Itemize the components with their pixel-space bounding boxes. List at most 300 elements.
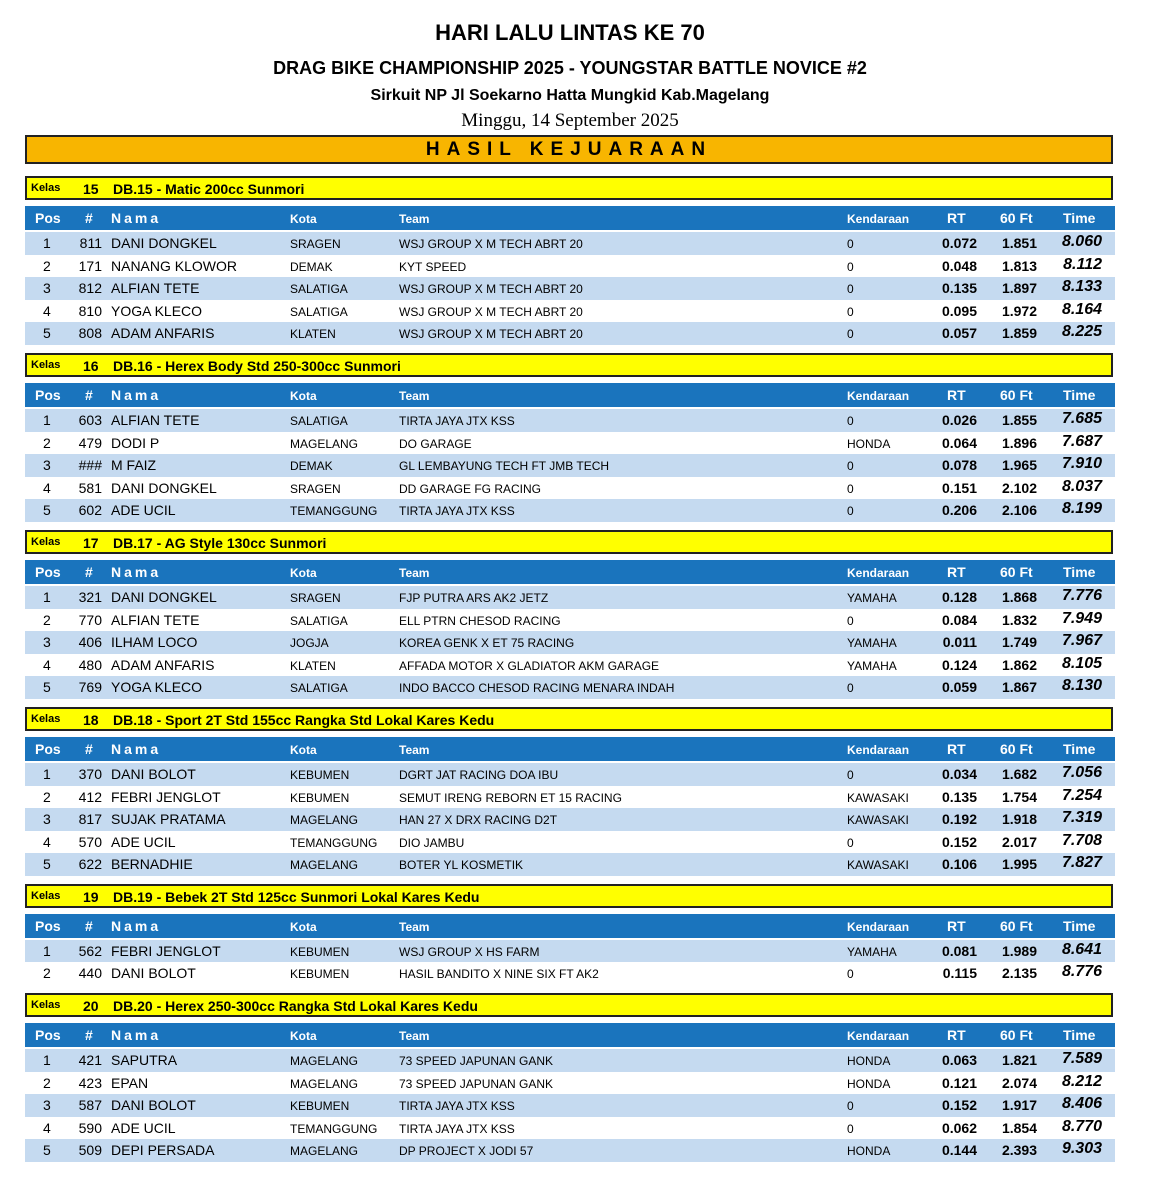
- cell-rt: 0.144: [941, 1142, 977, 1159]
- column-header-kendaraan: Kendaraan: [847, 565, 910, 580]
- cell-team: FJP PUTRA ARS AK2 JETZ: [399, 590, 549, 605]
- column-header-time: Time: [1063, 917, 1096, 934]
- cell-ft: 1.855: [1001, 411, 1037, 428]
- cell-pos: 1: [43, 942, 51, 959]
- table-row: [25, 1049, 1115, 1072]
- class-section: [25, 530, 1115, 699]
- class-section: [25, 707, 1115, 876]
- table-row: [25, 786, 1115, 809]
- cell-kend: 0: [847, 767, 854, 782]
- cell-pos: 1: [43, 235, 51, 251]
- cell-pos: 5: [43, 502, 51, 519]
- results-tables: [25, 176, 1115, 1170]
- cell-ft: 1.754: [1001, 788, 1037, 805]
- cell-pos: 5: [43, 1142, 51, 1159]
- class-header: [25, 176, 1113, 200]
- column-header-rt: RT: [947, 563, 966, 580]
- class-name: DB.15 - Matic 200cc Sunmori: [113, 181, 305, 197]
- cell-kota: KLATEN: [290, 658, 336, 673]
- kelas-label: Kelas: [31, 535, 61, 548]
- class-name: DB.18 - Sport 2T Std 155cc Rangka Std Lokal Kares Kedu: [113, 711, 495, 728]
- table-row: [25, 255, 1115, 278]
- cell-team: KOREA GENK X ET 75 RACING: [399, 636, 575, 651]
- cell-time: 7.319: [1061, 809, 1102, 827]
- event-date: Minggu, 14 September 2025: [461, 110, 679, 131]
- cell-kend: HONDA: [847, 1054, 891, 1069]
- cell-no: 480: [78, 656, 102, 673]
- cell-pos: 2: [43, 965, 51, 982]
- column-header-nama: Nama: [111, 563, 162, 580]
- cell-time: 7.967: [1061, 632, 1102, 650]
- table-row: [25, 763, 1115, 786]
- cell-time: 8.212: [1061, 1072, 1102, 1090]
- cell-kota: TEMANGGUNG: [290, 1121, 378, 1136]
- cell-pos: 3: [43, 457, 51, 474]
- cell-nama: FEBRI JENGLOT: [111, 788, 221, 805]
- cell-team: AFFADA MOTOR X GLADIATOR AKM GARAGE: [399, 658, 660, 673]
- cell-team: KYT SPEED: [399, 259, 467, 274]
- column-header-row: [25, 737, 1115, 763]
- page-title: HARI LALU LINTAS KE 70: [435, 20, 705, 45]
- column-header-pos: Pos: [35, 563, 61, 580]
- class-number: 16: [83, 357, 99, 374]
- cell-rt: 0.064: [941, 434, 977, 451]
- cell-pos: 2: [43, 434, 51, 451]
- cell-kota: KLATEN: [290, 327, 336, 342]
- cell-nama: ALFIAN TETE: [111, 280, 200, 297]
- column-header-no: #: [85, 563, 93, 580]
- cell-kend: KAWASAKI: [847, 813, 909, 828]
- cell-kend: 0: [847, 613, 854, 628]
- column-header-kota: Kota: [290, 565, 317, 580]
- cell-nama: ADE UCIL: [111, 833, 176, 850]
- cell-rt: 0.152: [941, 1097, 977, 1114]
- column-header-no: #: [85, 210, 93, 226]
- cell-team: ELL PTRN CHESOD RACING: [399, 613, 561, 628]
- cell-team: INDO BACCO CHESOD RACING MENARA INDAH: [399, 681, 675, 696]
- class-number: 20: [83, 998, 99, 1015]
- cell-rt: 0.106: [941, 856, 977, 873]
- cell-kend: 0: [847, 237, 854, 251]
- column-header-row: [25, 206, 1115, 232]
- cell-kend: 0: [847, 304, 854, 319]
- cell-kota: SALATIGA: [290, 304, 348, 319]
- class-header: [25, 530, 1113, 554]
- cell-time: 7.949: [1061, 609, 1102, 627]
- column-header-pos: Pos: [35, 917, 61, 934]
- column-header-no: #: [85, 917, 93, 934]
- column-header-nama: Nama: [111, 917, 162, 934]
- cell-time: 8.770: [1061, 1117, 1102, 1135]
- class-name: DB.16 - Herex Body Std 250-300cc Sunmori: [113, 357, 401, 374]
- cell-no: 479: [78, 434, 102, 451]
- table-row: [25, 1072, 1115, 1095]
- cell-no: 770: [78, 611, 102, 628]
- cell-ft: 1.965: [1001, 457, 1037, 474]
- class-number: 18: [83, 711, 99, 728]
- column-header-nama: Nama: [111, 386, 162, 403]
- column-header-rt: RT: [947, 210, 966, 226]
- table-row: [25, 831, 1115, 854]
- cell-kota: SALATIGA: [290, 613, 348, 628]
- cell-pos: 4: [43, 656, 51, 673]
- cell-kota: MAGELANG: [290, 858, 359, 873]
- column-header-rt: RT: [947, 917, 966, 934]
- cell-pos: 4: [43, 479, 51, 496]
- cell-ft: 1.854: [1001, 1119, 1037, 1136]
- cell-rt: 0.081: [941, 942, 977, 959]
- column-header-time: Time: [1063, 210, 1096, 226]
- cell-nama: YOGA KLECO: [111, 302, 203, 319]
- cell-no: 509: [78, 1142, 102, 1159]
- cell-pos: 5: [43, 856, 51, 873]
- cell-kend: 0: [847, 967, 854, 982]
- column-header-rt: RT: [947, 386, 966, 403]
- class-section: [25, 353, 1115, 522]
- table-row: [25, 940, 1115, 963]
- cell-nama: EPAN: [111, 1074, 149, 1091]
- cell-nama: ALFIAN TETE: [111, 611, 200, 628]
- column-header-ft60: 60 Ft: [1000, 1027, 1033, 1044]
- column-header-team: Team: [399, 212, 430, 226]
- kelas-label: Kelas: [31, 182, 61, 194]
- cell-team: TIRTA JAYA JTX KSS: [399, 1099, 515, 1114]
- cell-rt: 0.034: [941, 765, 977, 782]
- column-header-no: #: [85, 1027, 93, 1044]
- cell-pos: 2: [43, 257, 51, 274]
- cell-kend: KAWASAKI: [847, 858, 909, 873]
- column-header-pos: Pos: [35, 210, 61, 226]
- cell-ft: 1.813: [1001, 257, 1037, 274]
- cell-no: 570: [78, 833, 102, 850]
- table-row: [25, 277, 1115, 300]
- kelas-label: Kelas: [31, 712, 61, 725]
- cell-team: HAN 27 X DRX RACING D2T: [399, 813, 558, 828]
- cell-nama: ADE UCIL: [111, 1119, 176, 1136]
- cell-kota: MAGELANG: [290, 1054, 359, 1069]
- table-row: [25, 654, 1115, 677]
- class-number: 17: [83, 534, 99, 551]
- column-header-nama: Nama: [111, 740, 162, 757]
- class-name: DB.17 - AG Style 130cc Sunmori: [113, 534, 327, 551]
- cell-time: 8.406: [1061, 1095, 1102, 1113]
- cell-kota: MAGELANG: [290, 1144, 359, 1159]
- cell-team: DIO JAMBU: [399, 835, 465, 850]
- cell-ft: 1.749: [1001, 634, 1037, 651]
- cell-ft: 1.918: [1001, 811, 1037, 828]
- cell-no: 412: [78, 788, 102, 805]
- cell-pos: 5: [43, 679, 51, 696]
- column-header-team: Team: [399, 1029, 430, 1044]
- column-header-kota: Kota: [290, 742, 317, 757]
- cell-pos: 4: [43, 302, 51, 319]
- cell-kend: 0: [847, 1121, 854, 1136]
- cell-ft: 1.868: [1001, 588, 1037, 605]
- column-header-kota: Kota: [290, 212, 317, 226]
- kelas-label: Kelas: [31, 889, 61, 902]
- cell-time: 7.685: [1061, 409, 1102, 427]
- cell-no: 321: [78, 588, 102, 605]
- class-header: [25, 707, 1113, 731]
- table-row: [25, 1139, 1115, 1162]
- column-header-row: [25, 1023, 1115, 1049]
- cell-kend: 0: [847, 1099, 854, 1114]
- cell-nama: DODI P: [111, 434, 160, 451]
- column-header-ft60: 60 Ft: [1000, 563, 1033, 580]
- cell-no: 622: [78, 856, 102, 873]
- cell-no: 421: [78, 1052, 102, 1069]
- cell-no: ###: [78, 457, 102, 474]
- column-header-ft60: 60 Ft: [1000, 917, 1033, 934]
- column-header-kendaraan: Kendaraan: [847, 919, 910, 934]
- cell-pos: 5: [43, 325, 51, 342]
- cell-team: 73 SPEED JAPUNAN GANK: [399, 1076, 554, 1091]
- cell-pos: 3: [43, 811, 51, 828]
- cell-no: 406: [78, 634, 102, 651]
- cell-rt: 0.152: [941, 833, 977, 850]
- cell-rt: 0.072: [941, 235, 977, 251]
- cell-no: 590: [78, 1119, 102, 1136]
- class-number: 19: [83, 888, 99, 905]
- cell-kota: KEBUMEN: [290, 790, 350, 805]
- class-header: [25, 353, 1113, 377]
- cell-pos: 2: [43, 1074, 51, 1091]
- cell-kend: 0: [847, 327, 854, 342]
- kelas-label: Kelas: [31, 358, 61, 371]
- cell-rt: 0.057: [941, 325, 977, 342]
- table-row: [25, 499, 1115, 522]
- cell-kota: TEMANGGUNG: [290, 504, 378, 519]
- cell-ft: 1.851: [1001, 235, 1037, 251]
- column-header-kendaraan: Kendaraan: [847, 388, 910, 403]
- cell-no: 811: [79, 235, 102, 251]
- cell-kend: 0: [847, 504, 854, 519]
- cell-kota: KEBUMEN: [290, 1099, 350, 1114]
- cell-rt: 0.026: [941, 411, 977, 428]
- cell-kota: SALATIGA: [290, 681, 348, 696]
- cell-team: WSJ GROUP X M TECH ABRT 20: [399, 282, 583, 297]
- cell-rt: 0.115: [942, 965, 977, 982]
- column-header-pos: Pos: [35, 386, 61, 403]
- cell-kota: MAGELANG: [290, 813, 359, 828]
- cell-kend: 0: [847, 481, 854, 496]
- cell-rt: 0.135: [941, 280, 977, 297]
- cell-kota: JOGJA: [290, 636, 329, 651]
- cell-pos: 3: [43, 280, 51, 297]
- cell-team: 73 SPEED JAPUNAN GANK: [399, 1054, 554, 1069]
- cell-pos: 1: [43, 411, 51, 428]
- cell-kota: SALATIGA: [290, 413, 348, 428]
- cell-no: 817: [78, 811, 102, 828]
- cell-nama: SAPUTRA: [111, 1052, 178, 1069]
- cell-ft: 1.867: [1001, 679, 1037, 696]
- cell-kend: 0: [847, 835, 854, 850]
- table-row: [25, 609, 1115, 632]
- column-header-time: Time: [1063, 1027, 1096, 1044]
- column-header-ft60: 60 Ft: [1000, 210, 1033, 226]
- cell-no: 769: [78, 679, 102, 696]
- column-header-rt: RT: [947, 740, 966, 757]
- cell-nama: FEBRI JENGLOT: [111, 942, 221, 959]
- cell-rt: 0.128: [941, 588, 977, 605]
- cell-time: 8.105: [1061, 654, 1102, 672]
- cell-kend: HONDA: [847, 1144, 891, 1159]
- cell-time: 7.776: [1061, 586, 1102, 604]
- cell-pos: 3: [43, 1097, 51, 1114]
- cell-time: 8.199: [1061, 500, 1102, 518]
- cell-kend: KAWASAKI: [847, 790, 909, 805]
- column-header-kota: Kota: [290, 388, 317, 403]
- cell-kend: YAMAHA: [847, 944, 897, 959]
- cell-time: 8.112: [1063, 255, 1102, 273]
- cell-team: GL LEMBAYUNG TECH FT JMB TECH: [399, 459, 610, 474]
- table-row: [25, 1094, 1115, 1117]
- cell-nama: DANI BOLOT: [111, 765, 196, 782]
- cell-no: 587: [78, 1097, 102, 1114]
- cell-nama: DANI BOLOT: [111, 1097, 196, 1114]
- cell-kend: 0: [847, 459, 854, 474]
- cell-time: 8.037: [1061, 477, 1102, 495]
- cell-nama: ADE UCIL: [111, 502, 176, 519]
- table-row: [25, 232, 1115, 255]
- cell-rt: 0.151: [941, 479, 977, 496]
- cell-ft: 1.682: [1001, 765, 1037, 782]
- cell-kota: TEMANGGUNG: [290, 835, 378, 850]
- column-header-kendaraan: Kendaraan: [847, 1029, 910, 1044]
- cell-ft: 2.393: [1001, 1142, 1037, 1159]
- cell-pos: 2: [43, 788, 51, 805]
- cell-time: 7.687: [1061, 432, 1102, 450]
- table-row: [25, 808, 1115, 831]
- cell-ft: 1.917: [1001, 1097, 1037, 1114]
- class-number: 15: [83, 181, 99, 197]
- table-row: [25, 631, 1115, 654]
- cell-rt: 0.063: [941, 1052, 977, 1069]
- event-subtitle: DRAG BIKE CHAMPIONSHIP 2025 - YOUNGSTAR BATTLE NOVICE #2: [273, 58, 867, 78]
- cell-kota: MAGELANG: [290, 1076, 359, 1091]
- cell-no: 423: [78, 1074, 102, 1091]
- class-section: [25, 176, 1115, 345]
- cell-kend: 0: [847, 259, 854, 274]
- cell-kota: SRAGEN: [290, 590, 341, 605]
- cell-kota: SRAGEN: [290, 481, 341, 496]
- cell-team: WSJ GROUP X HS FARM: [399, 944, 540, 959]
- class-header: [25, 993, 1113, 1017]
- cell-rt: 0.192: [941, 811, 977, 828]
- cell-team: SEMUT IRENG REBORN ET 15 RACING: [399, 790, 622, 805]
- cell-pos: 2: [43, 611, 51, 628]
- cell-team: DO GARAGE: [399, 436, 472, 451]
- cell-time: 8.060: [1061, 233, 1102, 250]
- cell-rt: 0.062: [941, 1119, 977, 1136]
- cell-team: BOTER YL KOSMETIK: [399, 858, 524, 873]
- cell-rt: 0.078: [941, 457, 977, 474]
- cell-ft: 1.896: [1001, 434, 1037, 451]
- cell-no: 562: [78, 942, 102, 959]
- cell-rt: 0.121: [941, 1074, 977, 1091]
- cell-nama: ADAM ANFARIS: [111, 325, 215, 342]
- cell-ft: 1.859: [1001, 325, 1037, 342]
- cell-no: 171: [78, 257, 102, 274]
- table-row: [25, 853, 1115, 876]
- table-row: [25, 962, 1115, 985]
- cell-kend: 0: [847, 681, 854, 696]
- column-header-row: [25, 560, 1115, 586]
- cell-pos: 1: [43, 765, 51, 782]
- cell-kend: YAMAHA: [847, 590, 897, 605]
- cell-nama: DANI BOLOT: [111, 965, 196, 982]
- cell-time: 7.910: [1061, 455, 1102, 473]
- cell-time: 8.133: [1061, 278, 1102, 296]
- column-header-kota: Kota: [290, 919, 317, 934]
- cell-team: DD GARAGE FG RACING: [399, 481, 542, 496]
- cell-nama: ADAM ANFARIS: [111, 656, 215, 673]
- cell-no: 810: [78, 302, 102, 319]
- column-header-pos: Pos: [35, 1027, 61, 1044]
- column-header-time: Time: [1063, 740, 1096, 757]
- cell-time: 7.708: [1061, 831, 1102, 849]
- cell-ft: 1.972: [1001, 302, 1037, 319]
- table-row: [25, 409, 1115, 432]
- cell-no: 581: [78, 479, 102, 496]
- cell-kota: KEBUMEN: [290, 767, 350, 782]
- cell-kota: SALATIGA: [290, 282, 348, 297]
- cell-ft: 1.995: [1001, 856, 1037, 873]
- cell-rt: 0.095: [941, 302, 977, 319]
- class-section: [25, 884, 1115, 985]
- column-header-rt: RT: [947, 1027, 966, 1044]
- cell-time: 8.130: [1061, 677, 1102, 695]
- cell-team: WSJ GROUP X M TECH ABRT 20: [399, 237, 583, 251]
- cell-no: 603: [78, 411, 102, 428]
- class-name: DB.20 - Herex 250-300cc Rangka Std Lokal Kares Kedu: [113, 998, 478, 1015]
- cell-pos: 4: [43, 833, 51, 850]
- cell-nama: BERNADHIE: [111, 856, 193, 873]
- cell-ft: 2.102: [1001, 479, 1037, 496]
- cell-team: TIRTA JAYA JTX KSS: [399, 504, 515, 519]
- column-header-nama: Nama: [111, 210, 162, 226]
- table-row: [25, 676, 1115, 699]
- column-header-kendaraan: Kendaraan: [847, 212, 910, 226]
- cell-team: HASIL BANDITO X NINE SIX FT AK2: [399, 967, 599, 982]
- column-header-team: Team: [399, 919, 430, 934]
- cell-ft: 1.862: [1001, 656, 1037, 673]
- column-header-no: #: [85, 386, 93, 403]
- cell-kend: YAMAHA: [847, 636, 897, 651]
- cell-time: 7.056: [1061, 763, 1102, 781]
- cell-ft: 1.821: [1001, 1052, 1037, 1069]
- cell-nama: DANI DONGKEL: [111, 479, 217, 496]
- class-section: [25, 993, 1115, 1162]
- cell-time: 8.776: [1061, 963, 1102, 981]
- column-header-team: Team: [399, 565, 430, 580]
- cell-nama: DANI DONGKEL: [111, 235, 217, 251]
- cell-time: 7.827: [1061, 854, 1102, 872]
- cell-nama: SUJAK PRATAMA: [111, 811, 226, 828]
- cell-kend: YAMAHA: [847, 658, 897, 673]
- cell-time: 8.225: [1061, 323, 1102, 341]
- cell-no: 440: [78, 965, 102, 982]
- cell-ft: 2.074: [1001, 1074, 1037, 1091]
- column-header-team: Team: [399, 742, 430, 757]
- venue-text: Sirkuit NP Jl Soekarno Hatta Mungkid Kab.Magelang: [370, 87, 770, 104]
- cell-team: TIRTA JAYA JTX KSS: [399, 1121, 515, 1136]
- cell-rt: 0.135: [941, 788, 977, 805]
- cell-kota: DEMAK: [290, 259, 333, 274]
- cell-nama: ILHAM LOCO: [111, 634, 198, 651]
- cell-nama: YOGA KLECO: [111, 679, 203, 696]
- column-header-kota: Kota: [290, 1029, 317, 1044]
